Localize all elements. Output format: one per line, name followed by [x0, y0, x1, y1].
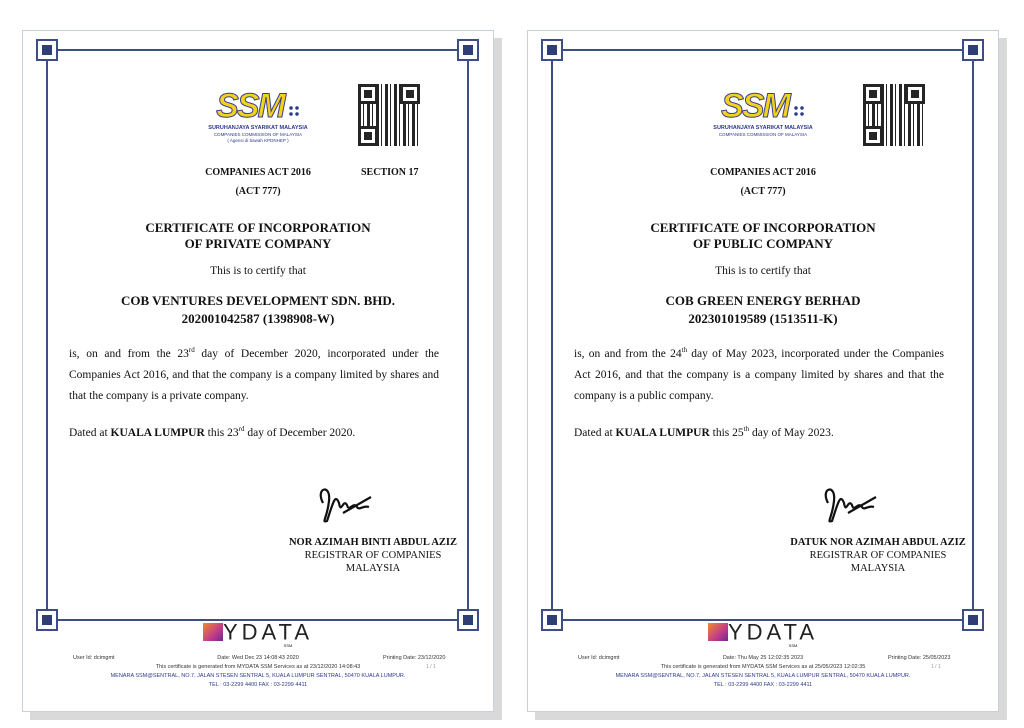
page-number: 1 / 1 [931, 664, 941, 670]
ssm-name-english: COMPANIES COMMISSION OF MALAYSIA [213, 132, 303, 137]
address: MENARA SSM@SENTRAL, NO.7, JALAN STESEN SENTRAL 5, KUALA LUMPUR SENTRAL, 50470 KUALA LUMPUR. [615, 673, 911, 679]
mydata-m-icon [708, 623, 728, 641]
registrar-title: REGISTRAR OF COMPANIES [809, 550, 947, 561]
qr-code-icon [358, 84, 420, 146]
ssm-agency: ( Agensi di bawah KPDNHEP ) [227, 138, 289, 143]
signature-icon [818, 483, 878, 528]
title-line-2: OF PUBLIC COMPANY [692, 236, 834, 251]
page-number: 1 / 1 [426, 664, 436, 670]
generated-note: This certificate is generated from MYDATA SSM Services as at 23/12/2020 14:08:43 [155, 664, 361, 670]
generated-date: Date: Thu May 25 12:02:35 2023 [722, 655, 804, 661]
mydata-sub: SSM [283, 643, 293, 649]
dated-text: day of May 2023. [749, 427, 834, 439]
corner-ornament-icon [36, 609, 58, 631]
corner-ornament-icon [457, 609, 479, 631]
ssm-dots-icon [288, 105, 300, 117]
ordinal-suffix: th [743, 425, 750, 434]
ordinal-suffix: rd [238, 425, 245, 434]
certificate-private-company [22, 30, 494, 712]
ssm-name-malay: SURUHANJAYA SYARIKAT MALAYSIA [208, 125, 308, 131]
act-heading: COMPANIES ACT 2016 [205, 167, 311, 178]
body-text: is, on and from the 24 [574, 348, 682, 360]
ssm-logo [703, 87, 823, 138]
printing-date: Printing Date: 23/12/2020 [383, 655, 446, 661]
company-name: COB VENTURES DEVELOPMENT SDN. BHD. [120, 293, 395, 308]
certificate-body [574, 344, 944, 407]
dated-text: day of December 2020. [244, 427, 356, 439]
printing-date: Printing Date: 25/05/2023 [888, 655, 951, 661]
certificate-title [23, 220, 493, 252]
registrar-country: MALAYSIA [850, 563, 906, 574]
dated-text: Dated at [574, 427, 616, 439]
certificate-public-company [527, 30, 999, 712]
registrar-block [768, 536, 988, 575]
contact-numbers: TEL : 03-2299 4400 FAX : 03-2299 4411 [713, 682, 813, 688]
ssm-logo-mark: SSM [721, 87, 789, 125]
certify-text: This is to certify that [210, 265, 306, 277]
registrar-block [263, 536, 483, 575]
registrar-title: REGISTRAR OF COMPANIES [304, 550, 442, 561]
certificate-body [69, 344, 439, 407]
address: MENARA SSM@SENTRAL, NO.7, JALAN STESEN SENTRAL 5, KUALA LUMPUR SENTRAL, 50470 KUALA LUMPUR. [110, 673, 406, 679]
company-block [528, 292, 998, 328]
dated-text: this 23 [204, 427, 239, 439]
qr-code-icon [863, 84, 925, 146]
registrar-country: MALAYSIA [345, 563, 401, 574]
mydata-m-icon [203, 623, 223, 641]
title-line-1: CERTIFICATE OF INCORPORATION [650, 220, 876, 235]
company-block [23, 292, 493, 328]
ssm-logo-mark: SSM [216, 87, 284, 125]
user-id: User Id: dcimgmt [73, 655, 115, 661]
dated-text: this 25 [709, 427, 744, 439]
dated-place: KUALA LUMPUR [110, 427, 205, 439]
mydata-sub: SSM [788, 643, 798, 649]
body-text: is, on and from the 23 [69, 348, 189, 360]
corner-ornament-icon [962, 39, 984, 61]
contact-numbers: TEL : 03-2299 4400 FAX : 03-2299 4411 [208, 682, 308, 688]
certificate-title [528, 220, 998, 252]
generated-date: Date: Wed Dec 23 14:08:43 2020 [217, 655, 299, 661]
dated-place: KUALA LUMPUR [615, 427, 710, 439]
body-text: day of May 2023, incorporated under the Companies Act 2016, and that the company is a company limited by shares and that the company is a public company. [574, 348, 944, 402]
signature-icon [313, 483, 373, 528]
mydata-logo [183, 621, 333, 648]
body-text: day of December 2020, incorporated under the Companies Act 2016, and that the company is a company limited by shares and that the company is a private company. [69, 348, 439, 402]
registration-number: 202301019589 (1513511-K) [688, 311, 838, 326]
corner-ornament-icon [962, 609, 984, 631]
mydata-brand: YDATA [222, 619, 314, 645]
corner-ornament-icon [36, 39, 58, 61]
ssm-name-english: COMPANIES COMMISSION OF MALAYSIA [718, 132, 808, 137]
company-name: COB GREEN ENERGY BERHAD [665, 293, 861, 308]
corner-ornament-icon [541, 39, 563, 61]
ssm-dots-icon [793, 105, 805, 117]
dated-text: Dated at [69, 427, 111, 439]
ssm-logo [198, 87, 318, 144]
section-label: SECTION 17 [361, 167, 419, 178]
ssm-name-malay: SURUHANJAYA SYARIKAT MALAYSIA [713, 125, 813, 131]
act-number: (ACT 777) [235, 186, 281, 197]
mydata-logo [688, 621, 838, 648]
corner-ornament-icon [457, 39, 479, 61]
act-heading: COMPANIES ACT 2016 [710, 167, 816, 178]
corner-ornament-icon [541, 609, 563, 631]
dated-line [574, 427, 834, 439]
registrar-name: DATUK NOR AZIMAH ABDUL AZIZ [790, 537, 966, 548]
generated-note: This certificate is generated from MYDATA SSM Services as at 25/05/2023 12:02:35 [660, 664, 866, 670]
title-line-2: OF PRIVATE COMPANY [184, 236, 332, 251]
dated-line [69, 427, 355, 439]
certify-text: This is to certify that [715, 265, 811, 277]
mydata-brand: YDATA [727, 619, 819, 645]
registrar-name: NOR AZIMAH BINTI ABDUL AZIZ [288, 537, 458, 548]
ordinal-suffix: rd [188, 346, 195, 355]
title-line-1: CERTIFICATE OF INCORPORATION [145, 220, 371, 235]
registration-number: 202001042587 (1398908-W) [181, 311, 335, 326]
act-number: (ACT 777) [740, 186, 786, 197]
ordinal-suffix: th [681, 346, 688, 355]
user-id: User Id: dcimgmt [578, 655, 620, 661]
